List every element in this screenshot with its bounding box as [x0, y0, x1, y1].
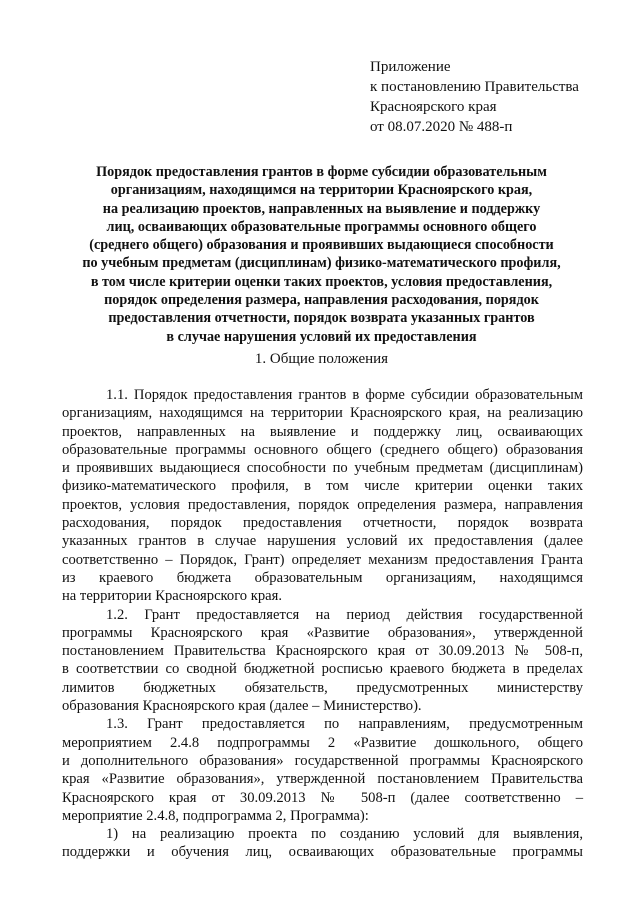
text-line: постановлением Правительства Красноярского края от 30.09.2013 № 508-п, [62, 643, 583, 660]
text-line: образовательные программы основного общего (среднего общего) образования [62, 441, 583, 458]
text-line: соответственно – Порядок, Грант) определяет механизм предоставления Гранта [62, 551, 583, 568]
text-line: Красноярского края от 30.09.2013 № 508-п (далее соответственно – [62, 789, 583, 806]
title-line: Порядок предоставления грантов в форме субсидии образовательным [96, 164, 547, 180]
title-line: (среднего общего) образования и проявивших выдающиеся способности [89, 237, 554, 254]
text-line: проектов, условия предоставления, порядок определения размера, направления [62, 496, 583, 513]
text-line: 1.1. Порядок предоставления грантов в форме субсидии образовательным [106, 387, 583, 403]
text-line: расходования, порядок предоставления отчетности, порядок возврата [62, 515, 583, 532]
text-line: лимитов бюджетных обязательств, предусмотренных министерству [62, 679, 583, 696]
section-heading: 1. Общие положения [254, 351, 389, 367]
appendix-line: Приложение [370, 59, 451, 75]
appendix-line: Красноярского края [370, 99, 497, 115]
text-line: мероприятием 2.4.8 подпрограммы 2 «Развитие дошкольного, общего [62, 734, 583, 751]
text-line: края «Развитие образования», утвержденной постановлением Правительства [62, 771, 583, 788]
text-line: и дополнительного образования» государственной программы Красноярского [62, 752, 583, 769]
text-line: 1.3. Грант предоставляется по направлениям, предусмотренным [106, 716, 583, 733]
title-line: на реализацию проектов, направленных на выявление и поддержку [102, 200, 541, 217]
appendix-line: к постановлению Правительства [370, 79, 579, 95]
text-line: образования Красноярского края (далее – Министерство). [62, 698, 422, 715]
text-line: физико-математического профиля, в том числе критерии оценки таких [62, 478, 583, 495]
title-line: в случае нарушения условий их предоставления [166, 328, 477, 345]
document-title [60, 163, 583, 346]
text-line: мероприятие 2.4.8, подпрограмма 2, Программа): [62, 807, 369, 824]
paragraph-1-3 [62, 715, 583, 825]
paragraph-1-2 [62, 606, 583, 716]
text-line: на территории Красноярского края. [62, 588, 282, 605]
appendix-block [370, 57, 579, 137]
appendix-line: от 08.07.2020 № 488-п [370, 119, 513, 135]
text-line: в соответствии со сводной бюджетной росписью краевого бюджета в пределах [62, 661, 583, 678]
text-line: из краевого бюджета образовательным организациям, находящимся [62, 569, 583, 586]
text-line: программы Красноярского края «Развитие образования», утвержденной [62, 624, 583, 641]
text-line: организациям, находящимся на территории Красноярского края, на реализацию [62, 405, 583, 422]
paragraph-1-1 [62, 386, 583, 606]
title-line: порядок определения размера, направления расходования, порядок [104, 292, 539, 309]
title-line: в том числе критерии оценки таких проектов, условия предоставления, [90, 273, 553, 290]
document-body [62, 386, 583, 862]
title-line: организациям, находящимся на территории Красноярского края, [110, 182, 533, 199]
text-line: 1) на реализацию проекта по созданию условий для выявления, [106, 826, 583, 843]
paragraph-1-3-item-1 [62, 825, 583, 862]
text-line: указанных грантов в случае нарушения условий их предоставления (далее [62, 533, 583, 550]
title-line: лиц, осваивающих образовательные программы основного общего [106, 218, 537, 235]
title-line: предоставления отчетности, порядок возврата указанных грантов [108, 310, 535, 327]
text-line: и проявивших выдающиеся способности по учебным предметам (дисциплинам) [62, 460, 583, 477]
text-line: проектов, направленных на выявление и поддержку лиц, осваивающих [62, 423, 583, 440]
title-line: по учебным предметам (дисциплинам) физико-математического профиля, [82, 255, 561, 272]
text-line: поддержки и обучения лиц, осваивающих образовательные программы [62, 844, 583, 861]
text-line: 1.2. Грант предоставляется на период действия государственной [106, 606, 583, 623]
